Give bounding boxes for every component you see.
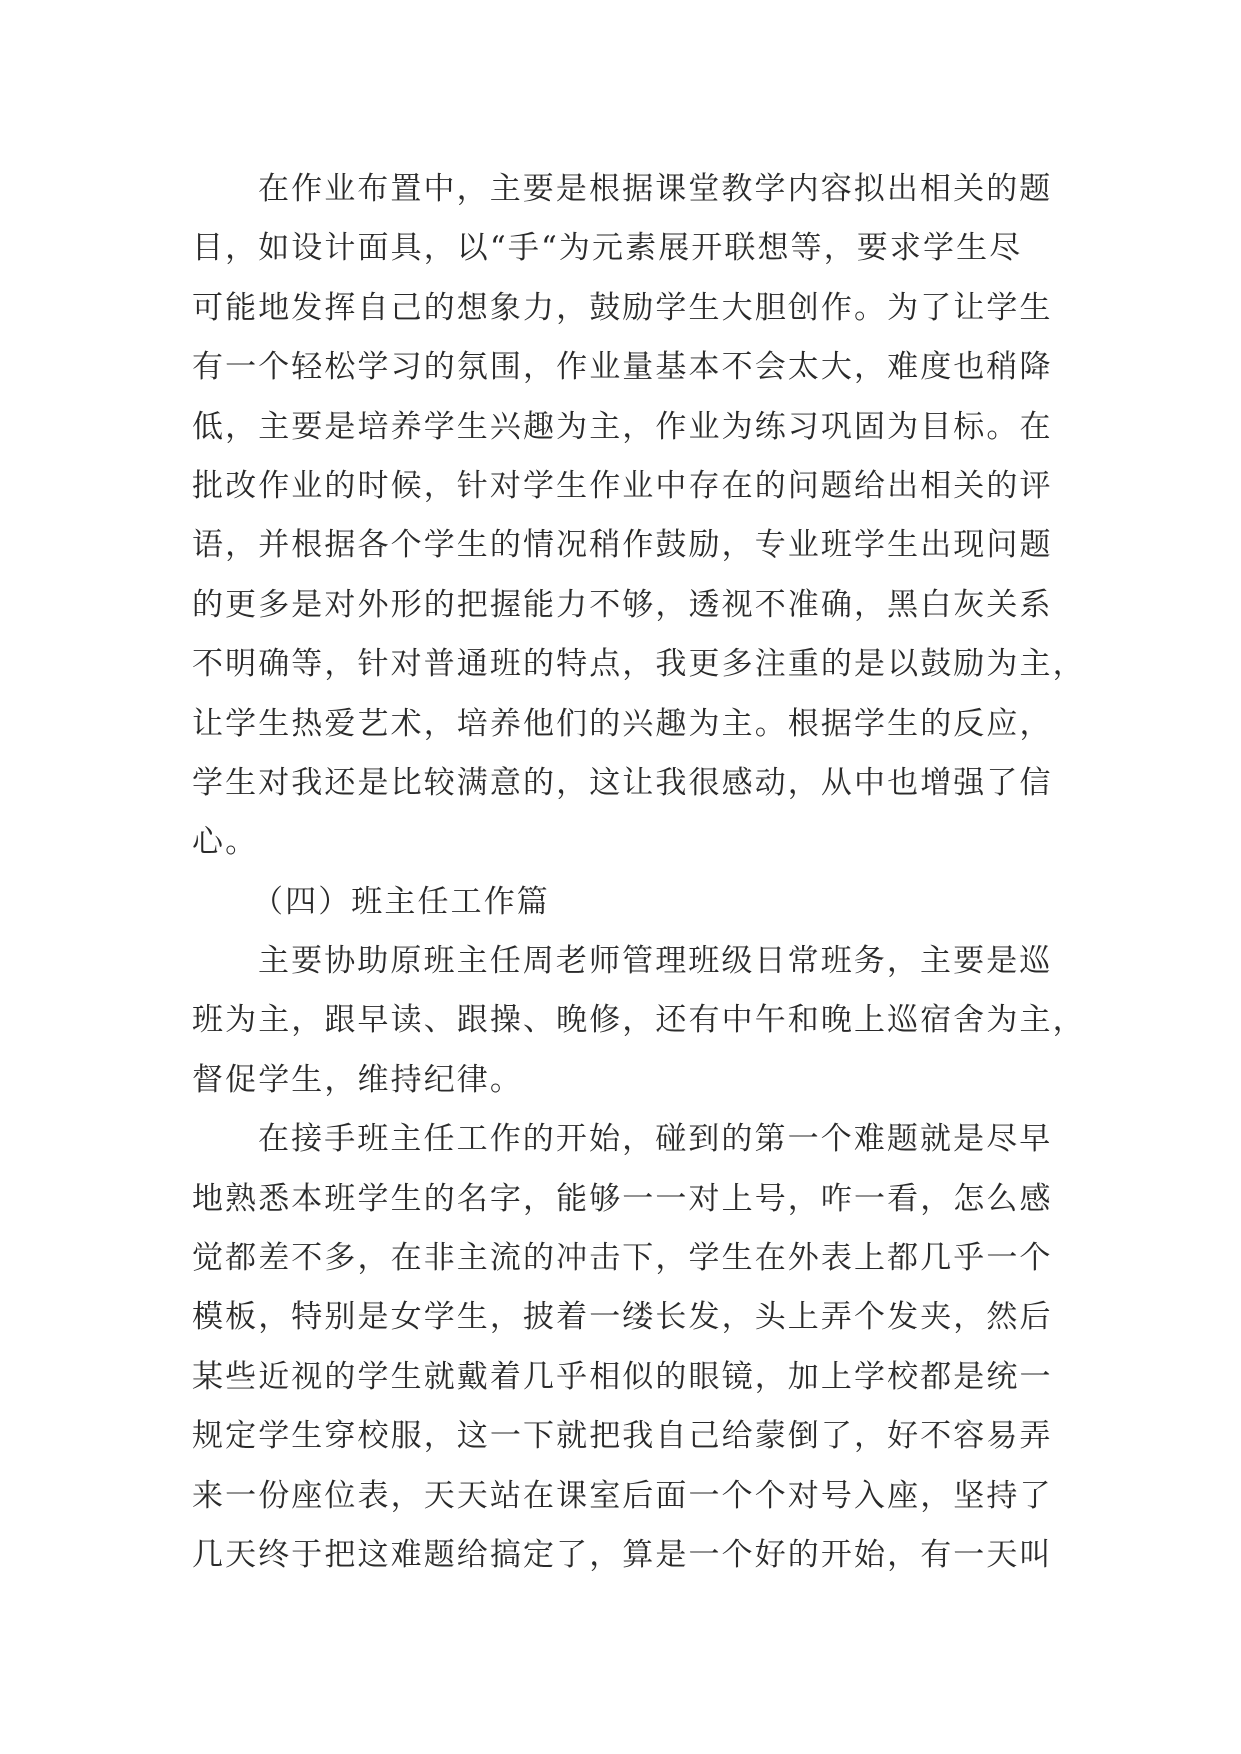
- text-line: 可能地发挥自己的想象力，鼓励学生大胆创作。为了让学生: [192, 289, 1053, 326]
- text-line: 主要协助原班主任周老师管理班级日常班务，主要是巡: [258, 943, 1053, 980]
- text-line: 心。: [192, 824, 259, 861]
- text-line: 不明确等，针对普通班的特点，我更多注重的是以鼓励为主，: [192, 646, 1086, 683]
- text-line: 低，主要是培养学生兴趣为主，作业为练习巩固为目标。在: [192, 408, 1053, 445]
- text-line: 地熟悉本班学生的名字，能够一一对上号，咋一看，怎么感: [192, 1180, 1053, 1217]
- text-line: 的更多是对外形的把握能力不够，透视不准确，黑白灰关系: [192, 586, 1053, 623]
- text-line: 让学生热爱艺术，培养他们的兴趣为主。根据学生的反应，: [192, 705, 1053, 742]
- text-line: 模板，特别是女学生，披着一缕长发，头上弄个发夹，然后: [192, 1299, 1053, 1336]
- text-line: 觉都差不多，在非主流的冲击下，学生在外表上都几乎一个: [192, 1240, 1053, 1277]
- text-line: 规定学生穿校服，这一下就把我自己给蒙倒了，好不容易弄: [192, 1418, 1053, 1455]
- document-body: [192, 160, 1086, 1585]
- text-line: 班为主，跟早读、跟操、晚修，还有中午和晚上巡宿舍为主，: [192, 1002, 1086, 1039]
- text-line: 在作业布置中，主要是根据课堂教学内容拟出相关的题: [258, 171, 1053, 207]
- text-line: 在接手班主任工作的开始，碰到的第一个难题就是尽早: [258, 1121, 1053, 1158]
- text-line: 有一个轻松学习的氛围，作业量基本不会太大，难度也稍降: [192, 349, 1053, 386]
- text-line: 某些近视的学生就戴着几乎相似的眼镜，加上学校都是统一: [192, 1358, 1053, 1395]
- text-line: 几天终于把这难题给搞定了，算是一个好的开始，有一天叫: [192, 1536, 1053, 1573]
- text-line: 目，如设计面具，以“手“为元素展开联想等，要求学生尽: [192, 230, 1023, 267]
- text-line: 批改作业的时候，针对学生作业中存在的问题给出相关的评: [192, 467, 1053, 504]
- text-line: 语，并根据各个学生的情况稍作鼓励，专业班学生出现问题: [192, 527, 1053, 564]
- text-line: 来一份座位表，天天站在课室后面一个个对号入座，坚持了: [192, 1477, 1053, 1514]
- section-heading: （四）班主任工作篇: [252, 883, 550, 920]
- text-line: 学生对我还是比较满意的，这让我很感动，从中也增强了信: [192, 764, 1053, 801]
- text-line: 督促学生，维持纪律。: [192, 1061, 523, 1098]
